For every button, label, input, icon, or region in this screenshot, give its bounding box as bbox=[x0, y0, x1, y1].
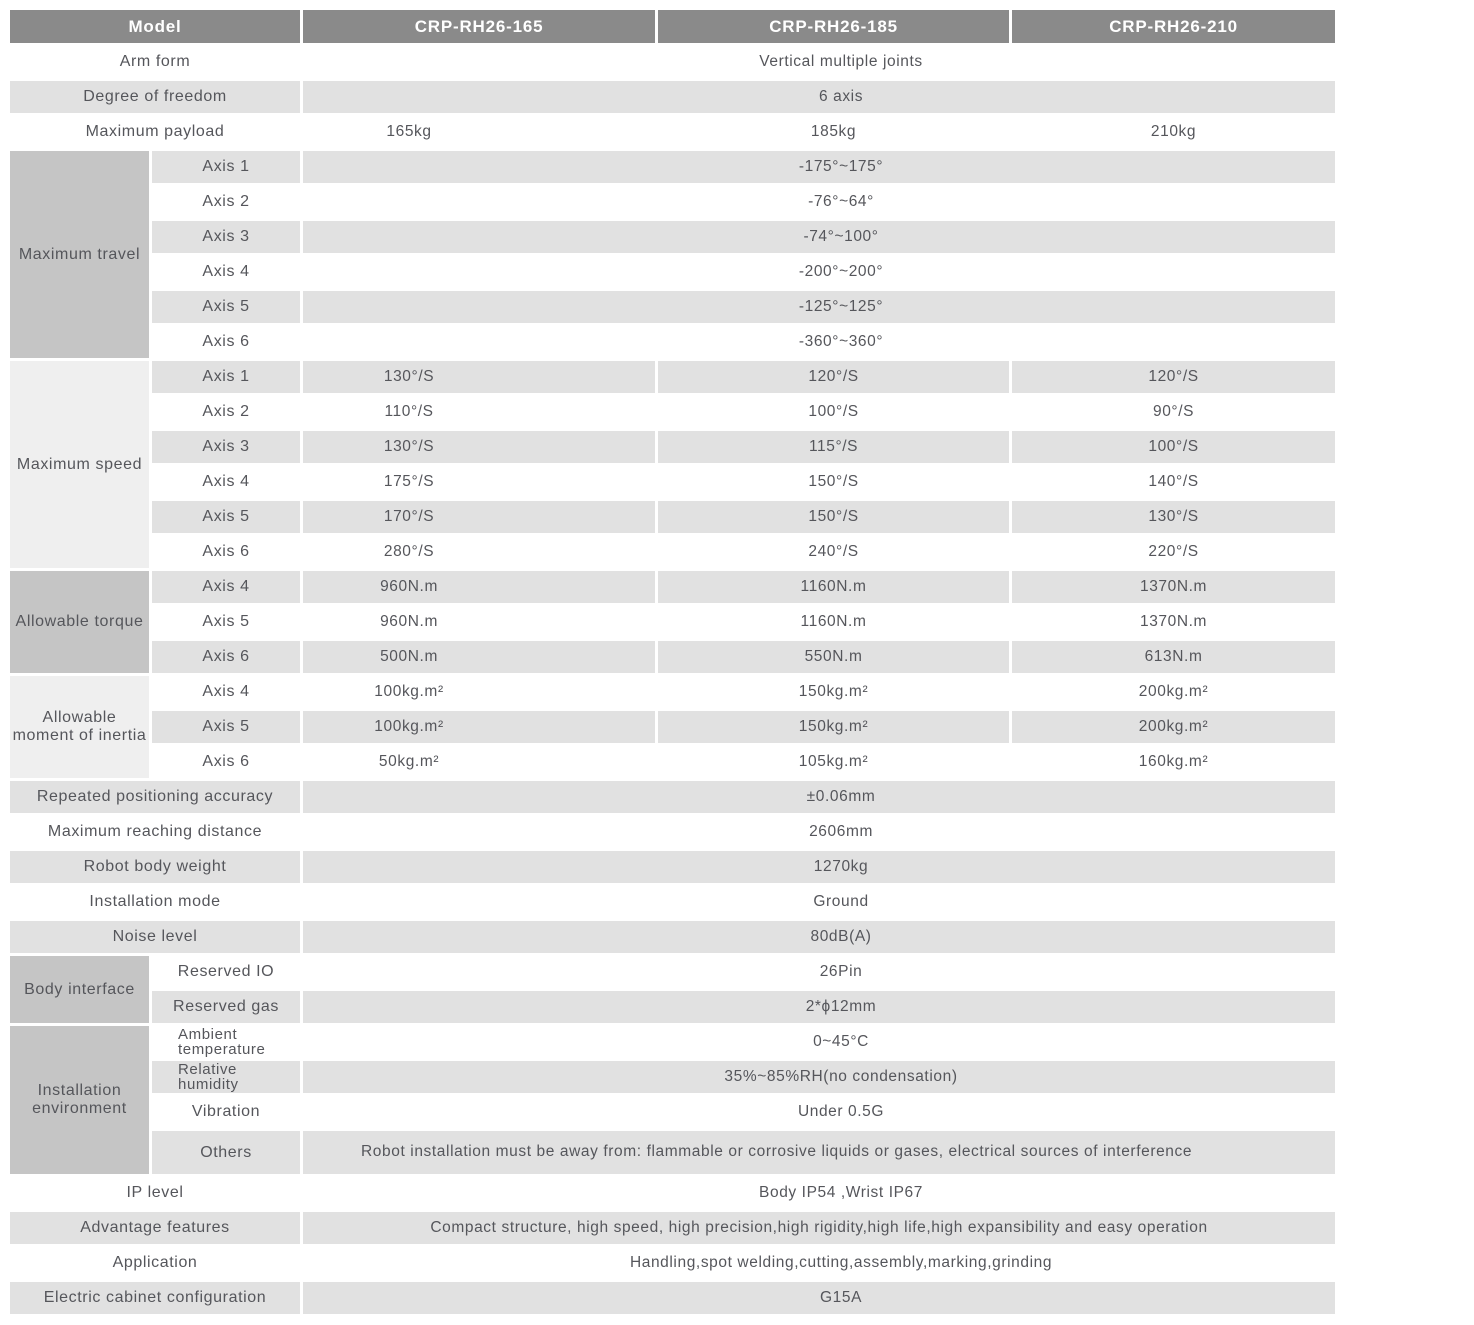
table-row bbox=[10, 921, 1335, 953]
axis-value: 130°/S bbox=[1012, 501, 1335, 533]
table-row bbox=[10, 1096, 1335, 1128]
value-vibration: Under 0.5G bbox=[797, 1103, 885, 1120]
axis-value: 100°/S bbox=[1012, 431, 1335, 463]
row-label-electric-cabinet-configuration: Electric cabinet configuration bbox=[10, 1282, 300, 1314]
axis-value: 50kg.m² bbox=[378, 753, 440, 770]
model-header-cell: Model bbox=[10, 10, 300, 43]
row-label-degree-of-freedom: Degree of freedom bbox=[10, 81, 300, 113]
value-electric-cabinet-configuration: G15A bbox=[303, 1282, 1335, 1314]
section-label-maximum-speed: Maximum speed bbox=[10, 361, 149, 568]
model-column-header-185: CRP-RH26-185 bbox=[658, 10, 1009, 43]
table-row bbox=[10, 46, 1335, 78]
value-ip-level: Body IP54 ,Wrist IP67 bbox=[759, 1184, 923, 1201]
axis-value: 110°/S bbox=[384, 403, 434, 420]
table-row bbox=[10, 711, 1335, 743]
row-label-robot-body-weight: Robot body weight bbox=[10, 851, 300, 883]
table-row bbox=[10, 466, 1335, 498]
table-row bbox=[10, 641, 1335, 673]
table-row bbox=[10, 1061, 1335, 1093]
section-label-allowable-torque: Allowable torque bbox=[10, 571, 149, 673]
table-row bbox=[10, 81, 1335, 113]
sub-label-others: Others bbox=[152, 1131, 300, 1174]
axis-label: Axis 4 bbox=[152, 571, 300, 603]
table-row bbox=[10, 326, 1335, 358]
table-row bbox=[10, 606, 1335, 638]
axis-value: 100°/S bbox=[808, 403, 859, 420]
value-noise-level: 80dB(A) bbox=[303, 921, 1335, 953]
axis-value: 220°/S bbox=[1148, 543, 1199, 560]
axis-value: 150kg.m² bbox=[658, 711, 1009, 743]
axis-value: -125°~125° bbox=[303, 291, 1335, 323]
value-ambient-temperature: 0~45°C bbox=[813, 1033, 869, 1050]
value-others: Robot installation must be away from: flammable or corrosive liquids or gases, electrical sources of interference bbox=[303, 1131, 1335, 1174]
axis-label: Axis 1 bbox=[152, 151, 300, 183]
table-row bbox=[10, 361, 1335, 393]
axis-value: -200°~200° bbox=[798, 263, 884, 280]
table-row bbox=[10, 1212, 1335, 1244]
table-row bbox=[10, 431, 1335, 463]
axis-value: 1370N.m bbox=[1139, 613, 1208, 630]
axis-value: 120°/S bbox=[658, 361, 1009, 393]
row-label-ip-level: IP level bbox=[126, 1184, 184, 1201]
table-row bbox=[10, 886, 1335, 918]
value-arm-form: Vertical multiple joints bbox=[759, 53, 923, 70]
axis-label: Axis 5 bbox=[152, 711, 300, 743]
row-label-arm-form: Arm form bbox=[119, 53, 191, 70]
axis-label: Axis 3 bbox=[152, 431, 300, 463]
value-installation-mode: Ground bbox=[813, 893, 869, 910]
axis-value: 140°/S bbox=[1148, 473, 1199, 490]
row-label-repeated-positioning-accuracy: Repeated positioning accuracy bbox=[10, 781, 300, 813]
axis-value: 130°/S bbox=[303, 431, 655, 463]
table-row bbox=[10, 501, 1335, 533]
table-row bbox=[10, 816, 1335, 848]
value-maximum-payload-210: 210kg bbox=[1150, 123, 1197, 140]
axis-value: 160kg.m² bbox=[1138, 753, 1209, 770]
axis-value: 1370N.m bbox=[1012, 571, 1335, 603]
axis-value: -175°~175° bbox=[303, 151, 1335, 183]
axis-value: 150kg.m² bbox=[798, 683, 869, 700]
spec-table bbox=[7, 7, 1338, 1317]
table-row bbox=[10, 1177, 1335, 1209]
sub-label-ambient-temperature: Ambient temperature bbox=[178, 1026, 266, 1058]
section-label-installation-environment: Installation environment bbox=[10, 1026, 149, 1174]
axis-value: -360°~360° bbox=[798, 333, 884, 350]
sub-label-relative-humidity: Relative humidity bbox=[152, 1061, 300, 1093]
axis-value: 500N.m bbox=[303, 641, 655, 673]
header-row bbox=[10, 10, 1335, 43]
axis-value: 1160N.m bbox=[658, 571, 1009, 603]
section-label-allowable-moment-of-inertia: Allowable moment of inertia bbox=[10, 676, 149, 778]
axis-value: 130°/S bbox=[303, 361, 655, 393]
sub-label-reserved-io: Reserved IO bbox=[177, 963, 275, 980]
axis-value: 150°/S bbox=[658, 501, 1009, 533]
table-row bbox=[10, 1131, 1335, 1174]
axis-value: 240°/S bbox=[808, 543, 859, 560]
table-row bbox=[10, 571, 1335, 603]
table-row bbox=[10, 256, 1335, 288]
table-row bbox=[10, 116, 1335, 148]
axis-label: Axis 4 bbox=[202, 263, 250, 280]
axis-label: Axis 1 bbox=[152, 361, 300, 393]
table-row bbox=[10, 956, 1335, 988]
value-maximum-reaching-distance: 2606mm bbox=[809, 823, 873, 840]
table-row bbox=[10, 746, 1335, 778]
axis-value: 175°/S bbox=[383, 473, 435, 490]
value-robot-body-weight: 1270kg bbox=[303, 851, 1335, 883]
axis-label: Axis 5 bbox=[202, 613, 250, 630]
axis-value: 960N.m bbox=[303, 571, 655, 603]
value-reserved-io: 26Pin bbox=[819, 963, 863, 980]
axis-value: 115°/S bbox=[658, 431, 1009, 463]
value-advantage-features: Compact structure, high speed, high precision,high rigidity,high life,high expansibility and easy operation bbox=[303, 1212, 1335, 1244]
table-row bbox=[10, 676, 1335, 708]
axis-value: 150°/S bbox=[808, 473, 859, 490]
sub-label-vibration: Vibration bbox=[191, 1103, 261, 1120]
axis-value: 100kg.m² bbox=[303, 711, 655, 743]
axis-label: Axis 5 bbox=[152, 291, 300, 323]
axis-value: -76°~64° bbox=[808, 193, 874, 210]
value-degree-of-freedom: 6 axis bbox=[303, 81, 1335, 113]
axis-label: Axis 4 bbox=[202, 473, 250, 490]
table-row bbox=[10, 1282, 1335, 1314]
axis-value: 550N.m bbox=[658, 641, 1009, 673]
model-column-header-165: CRP-RH26-165 bbox=[303, 10, 655, 43]
value-reserved-gas: 2*ϕ12mm bbox=[303, 991, 1335, 1023]
axis-value: 105kg.m² bbox=[798, 753, 869, 770]
axis-label: Axis 2 bbox=[202, 403, 250, 420]
row-label-installation-mode: Installation mode bbox=[89, 893, 221, 910]
axis-value: 280°/S bbox=[383, 543, 435, 560]
value-repeated-positioning-accuracy: ±0.06mm bbox=[303, 781, 1335, 813]
axis-label: Axis 6 bbox=[152, 641, 300, 673]
axis-label: Axis 6 bbox=[202, 333, 250, 350]
section-label-body-interface: Body interface bbox=[10, 956, 149, 1023]
row-label-application: Application bbox=[112, 1254, 198, 1271]
axis-label: Axis 5 bbox=[152, 501, 300, 533]
table-row bbox=[10, 781, 1335, 813]
axis-label: Axis 4 bbox=[202, 683, 250, 700]
table-row bbox=[10, 221, 1335, 253]
row-label-advantage-features: Advantage features bbox=[10, 1212, 300, 1244]
row-label-maximum-payload: Maximum payload bbox=[85, 123, 225, 140]
row-label-maximum-reaching-distance: Maximum reaching distance bbox=[47, 823, 263, 840]
axis-value: 613N.m bbox=[1012, 641, 1335, 673]
axis-value: -74°~100° bbox=[303, 221, 1335, 253]
sub-label-reserved-gas: Reserved gas bbox=[152, 991, 300, 1023]
section-label-maximum-travel: Maximum travel bbox=[10, 151, 149, 358]
value-application: Handling,spot welding,cutting,assembly,marking,grinding bbox=[629, 1254, 1053, 1271]
row-label-noise-level: Noise level bbox=[10, 921, 300, 953]
axis-label: Axis 6 bbox=[202, 753, 250, 770]
axis-label: Axis 3 bbox=[152, 221, 300, 253]
axis-value: 170°/S bbox=[303, 501, 655, 533]
axis-value: 90°/S bbox=[1152, 403, 1195, 420]
table-row bbox=[10, 1247, 1335, 1279]
table-row bbox=[10, 151, 1335, 183]
axis-value: 120°/S bbox=[1012, 361, 1335, 393]
table-row bbox=[10, 186, 1335, 218]
axis-value: 200kg.m² bbox=[1012, 711, 1335, 743]
axis-value: 1160N.m bbox=[800, 613, 867, 630]
axis-value: 960N.m bbox=[380, 613, 438, 630]
axis-label: Axis 6 bbox=[202, 543, 250, 560]
table-row bbox=[10, 291, 1335, 323]
model-column-header-210: CRP-RH26-210 bbox=[1012, 10, 1335, 43]
table-row bbox=[10, 991, 1335, 1023]
value-maximum-payload-165: 165kg bbox=[386, 123, 432, 140]
axis-value: 200kg.m² bbox=[1138, 683, 1209, 700]
table-row bbox=[10, 396, 1335, 428]
table-row bbox=[10, 536, 1335, 568]
axis-value: 100kg.m² bbox=[374, 683, 444, 700]
value-maximum-payload-185: 185kg bbox=[810, 123, 857, 140]
table-row bbox=[10, 851, 1335, 883]
value-relative-humidity: 35%~85%RH(no condensation) bbox=[303, 1061, 1335, 1093]
axis-label: Axis 2 bbox=[202, 193, 250, 210]
table-row bbox=[10, 1026, 1335, 1058]
